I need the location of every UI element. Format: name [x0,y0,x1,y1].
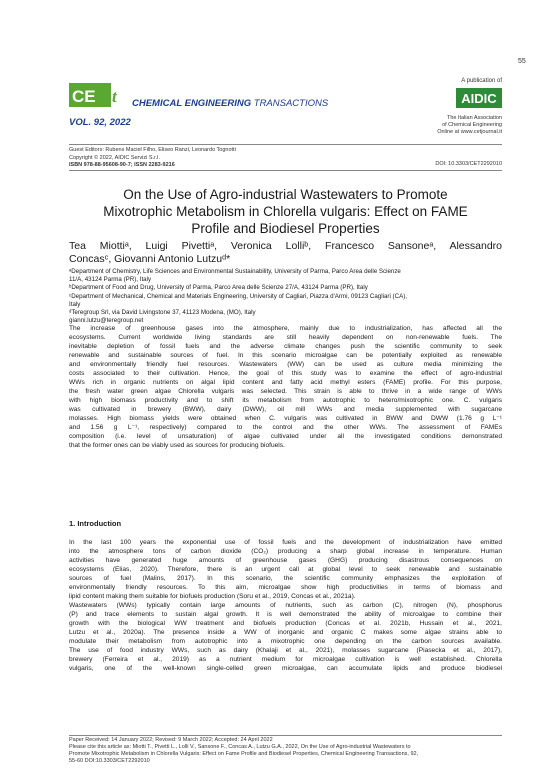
editor-line: Guest Editors: Rubens Maciel Filho, Eliseo Ranzi, Leonardo Tognotti [69,147,236,153]
abstract-line: and environmentally friendly fuel resources. Wastewaters (WW) can be used as culture media minimizing the [69,361,502,368]
publication-label: A publication of [461,78,502,84]
association-line: The Italian Association [446,115,502,121]
aidic-logo [456,88,502,108]
intro-line: sources of fuel (Malins, 2017). In this scenario, the scientific community emphasizes the exploitation of [69,575,502,582]
association-line: of Chemical Engineering [442,122,502,128]
intro-line: modulate their metabolism from autotrophic into a mixotrophic one depending on the carbon sources available. [69,638,502,645]
section-heading: 1. Introduction [69,519,122,528]
association-line: Online at www.cetjournal.it [437,129,502,135]
intro-line: (P) and trace elements to sustain algal growth. It is well demonstrated the ability of microalgae to combine their [69,611,502,618]
intro-line: brewery (Ferreira et al., 2019) as a nutrient medium for microalgae cultivation is well established. Chlorella [69,656,502,663]
abstract-line: costs associated to their cultivation. Hence, the goal of this study was to examine the effect of agro-industrial [69,370,502,377]
corresponding-email[interactable]: gianni.lutzu@teregroup.net [69,317,144,325]
abstract-line: WWs rich in organic nutrients on algal lipid content and fatty acid methyl esters (FAME) profile. For this purpose, [69,379,502,386]
volume-label: VOL. 92, 2022 [69,117,131,128]
affiliation-line: ᵇDepartment of Food and Drug, University of Parma, Parco Area delle Scienze 27/A, 43124 Parma (PR), Italy [69,284,368,292]
author-line: Concasᶜ, Giovanni Antonio Lutzuᵈ* [69,253,231,265]
affiliation-line: Italy [69,300,81,308]
abstract-line: with high biomass productivity and to shift its metabolism from autotrophic to hetero/mixotrophic one. C. vulgaris [69,397,502,404]
journal-title [132,98,328,109]
intro-line: Wastewaters (WWs) typically contain large amounts of nutrients, such as carbon (C), nitrogen (N), phosphorus [69,602,502,609]
received-dates: Paper Received: 14 January 2022; Revised: 9 March 2022; Accepted: 24 April 2022 [69,737,273,743]
footer-rule [69,735,502,736]
abstract [69,324,502,450]
intro-line: Lutzu et al., 2020a). The presence inside a WW of inorganic and organic C makes some algae strains able to [69,629,502,636]
page-number: 55 [518,58,526,65]
isbn-line: ISBN 978-88-95608-90-7; ISSN 2283-9216 [69,162,175,168]
introduction-text [69,538,502,673]
citation-line: 55-60 DOI:10.3303/CET2292010 [69,758,150,764]
intro-line: environmentally friendly resources. To this aim, microalgae show high productivities in terms of biomass and [69,584,502,591]
abstract-line: was cultivated in brewery (BWW), dairy (DWW), oil mill WWs and media supplemented with sugarcane [69,406,502,413]
paper-title [69,186,502,237]
copyright-line: Copyright © 2022, AIDIC Servizi S.r.l. [69,154,160,161]
abstract-line: molasses. High biomass yields were obtained when C. vulgaris was cultivated in BWW and DWW (1.76 g L⁻¹ [69,415,502,422]
journal-title-suffix: TRANSACTIONS [253,98,329,109]
title-line: Profile and Biodiesel Properties [191,221,380,236]
affiliation-line: ᵈTeregroup Srl, via David Livingstone 37, 41123 Modena, (MO), Italy [69,309,256,317]
cet-logo [69,83,123,107]
abstract-line: inevitable depletion of fossil fuels and the adverse climate changes push the scientific community to seek [69,343,502,350]
affiliation-list [69,268,502,325]
cet-logo-t: t [112,87,117,106]
abstract-line: that the former ones can be viably used as sources for producing biofuels. [69,442,285,449]
affiliation-line: 11/A, 43124 Parma (PR), Italy [69,276,152,284]
intro-line: lipid content making them suitable for biofuels production (Soru et al., 2019, Concas et al., 2021a). [69,593,356,600]
doi-label: DOI: 10.3303/CET2292010 [435,161,502,167]
affiliation-line: ᶜDepartment of Mechanical, Chemical and Materials Engineering, University of Cagliari, Piazza d'Armi, 09123 Cagliari (CA), [69,292,407,300]
title-line: Mixotrophic Metabolism in Chlorella vulgaris: Effect on FAME [103,204,468,219]
abstract-line: ecosystems. Current worldwide living standards are still heavily dependent on non-renewable fuels. The [69,334,502,341]
abstract-line: composition (i.e. level of unsaturation) of algae cultivated under all the investigated conditions demonstrated [69,433,502,440]
citation-line: Promote Mixotrophic Metabolism in Chlorella Vulgaris: Effect on Fame Profile and Biodiesel Properties, Chemical Engineering Transactions, 92, [69,751,419,757]
header-rule [69,170,502,171]
editor-block [69,147,236,170]
cet-logo-letters: CE [72,87,96,106]
author-line: Tea Miottiᵃ, Luigi Pivettiᵃ, Veronica Lolliᵇ, Francesco Sansoneᵃ, Alessandro [69,240,502,252]
abstract-line: renewable and sustainable sources of fuel. In this scenario microalgae can be potentially exploited as renewable [69,352,502,359]
abstract-line: The increase of greenhouse gases into the atmosphere, mainly due to industrialization, has affected all the [69,325,502,332]
abstract-line: the fresh water green algae Chlorella vulgaris was selected. This strain is able to thrive in a wide range of WWs [69,388,502,395]
title-line: On the Use of Agro-industrial Wastewaters to Promote [123,187,448,202]
header-rule [69,144,502,145]
association-block [437,115,502,136]
journal-title-prefix: CHEMICAL ENGINEERING [132,98,252,109]
intro-line: growth with the biological WW treatment and biofuels production (Concas et al. 2021b, Hussain et al., 2021, [69,620,502,627]
intro-line: In the last 100 years the exponential use of fossil fuels and the development of industrialization have emitted [69,539,502,546]
intro-line: activities have generated huge amounts of greenhouse gases (GHG) producing disastrous consequences on [69,557,502,564]
author-list [69,240,502,266]
affiliation-line: ᵃDepartment of Chemistry, Life Sciences and Environmental Sustainability, University of Parma, Parco Area delle Scienze [69,268,401,275]
intro-line: ecosystems (Elias, 2020). Therefore, there is an urgent call at global level to seek renewable and sustainable [69,566,502,573]
aidic-logo-text: AIDIC [461,91,497,106]
abstract-line: and 1.56 g L⁻¹, respectively) compared to the control and the other WWs. The assessment of FAMEs [69,424,502,431]
intro-line: into the atmosphere tons of carbon dioxide (CO₂) producing a sharp global increase in temperature. Human [69,548,502,555]
citation-line: Please cite this article as: Miotti T., Pivetti L., Lolli V., Sansone F., Concas A., Lutzu G.A., 2022, On the Use of Agro-industrial Wastewaters to [69,744,411,750]
intro-line: The use of food industry WWs, such as dairy (Khalaji et al., 2021), molasses sugarcane (Piasecka et al., 2017), [69,647,502,654]
intro-line: vulgaris, one of the well-known single-celled green microalgae, can accumulate lipids and produce biodiesel [69,665,502,672]
citation-footer [69,737,502,765]
